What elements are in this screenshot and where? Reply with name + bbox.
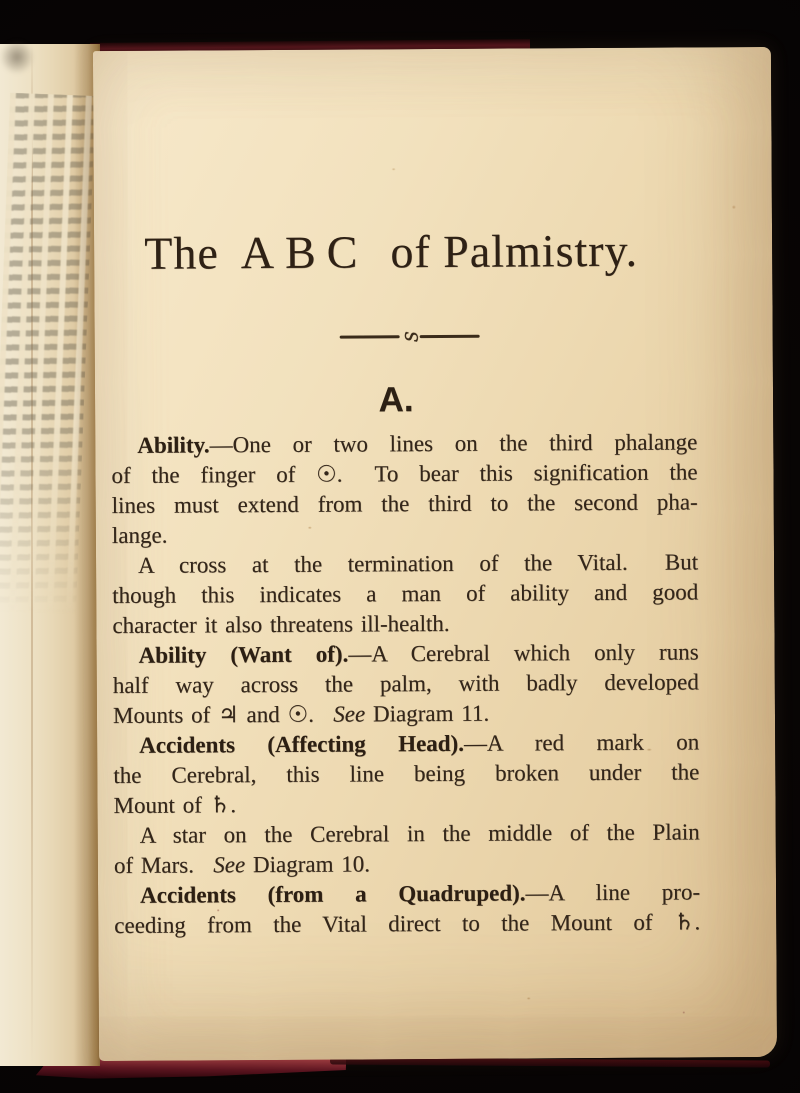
corner-smudge: [0, 40, 34, 74]
text-line: [113, 787, 699, 821]
title-word-the: The: [144, 227, 219, 279]
entry-term: Ability.: [137, 432, 210, 458]
entries-text: [111, 427, 700, 941]
text-line: [113, 637, 699, 671]
text-line: [111, 457, 697, 491]
line-text: lange.: [111, 522, 168, 548]
text-line: [111, 427, 697, 461]
text-line: [113, 757, 699, 791]
line-text: —A red mark on: [463, 729, 700, 756]
line-text: —One or two lines on the third phalange: [209, 429, 698, 458]
title-word-rest: of Palmistry.: [390, 224, 639, 278]
text-line: [114, 877, 700, 911]
line-text: the Cerebral, this line being broken under the: [113, 759, 700, 788]
section-heading: A.: [378, 380, 414, 420]
text-line: [112, 547, 698, 581]
line-text: Mount of ♄.: [113, 792, 237, 818]
see-reference: See: [333, 701, 366, 727]
book-page: [93, 47, 777, 1061]
line-text: half way across the palm, with badly developed: [112, 669, 699, 698]
line-text: lines must extend from the third to the second pha-: [111, 489, 698, 518]
page-stack-fore-edge: [0, 44, 100, 1066]
line-text: Mounts of ♃ and ☉.: [112, 701, 334, 728]
text-line: [112, 487, 698, 521]
divider-rule-left: [339, 335, 399, 338]
entry-term: Accidents (from a Quadruped).: [140, 880, 526, 908]
see-reference: See: [213, 852, 246, 878]
page-content: [93, 47, 777, 1061]
line-text: of the finger of ☉. To bear this signification the: [111, 459, 698, 488]
line-text: A star on the Cerebral in the middle of the Plain: [139, 819, 700, 848]
text-line: [112, 577, 698, 611]
text-line: [112, 517, 698, 551]
text-line: [114, 847, 700, 881]
line-text: Diagram 10.: [245, 851, 371, 878]
line-text: —A Cerebral which only runs: [348, 639, 699, 667]
title-word-abc: ABC: [240, 226, 369, 279]
line-text: —A line pro-: [525, 879, 701, 906]
line-text: Diagram 11.: [365, 700, 490, 727]
title-divider: [117, 326, 703, 346]
text-line: [114, 817, 700, 851]
divider-ornament-s: s: [395, 330, 423, 342]
text-line: [114, 907, 700, 941]
line-text: character it also threatens ill-health.: [112, 610, 450, 638]
fore-edge-showthrough-text: [0, 93, 96, 616]
divider-rule-right: [420, 334, 480, 337]
line-text: ceeding from the Vital direct to the Mount of ♄.: [114, 909, 701, 938]
text-line: [112, 607, 698, 641]
text-line: [113, 697, 699, 731]
line-text: A cross at the termination of the Vital. But: [137, 549, 699, 578]
entry-term: Ability (Want of).: [138, 641, 349, 668]
line-text: though this indicates a man of ability and good: [112, 579, 699, 608]
entry-term: Accidents (Affecting Head).: [139, 730, 465, 758]
page-title: [98, 223, 684, 280]
text-line: [113, 727, 699, 761]
text-line: [113, 667, 699, 701]
line-text: of Mars.: [113, 852, 214, 878]
